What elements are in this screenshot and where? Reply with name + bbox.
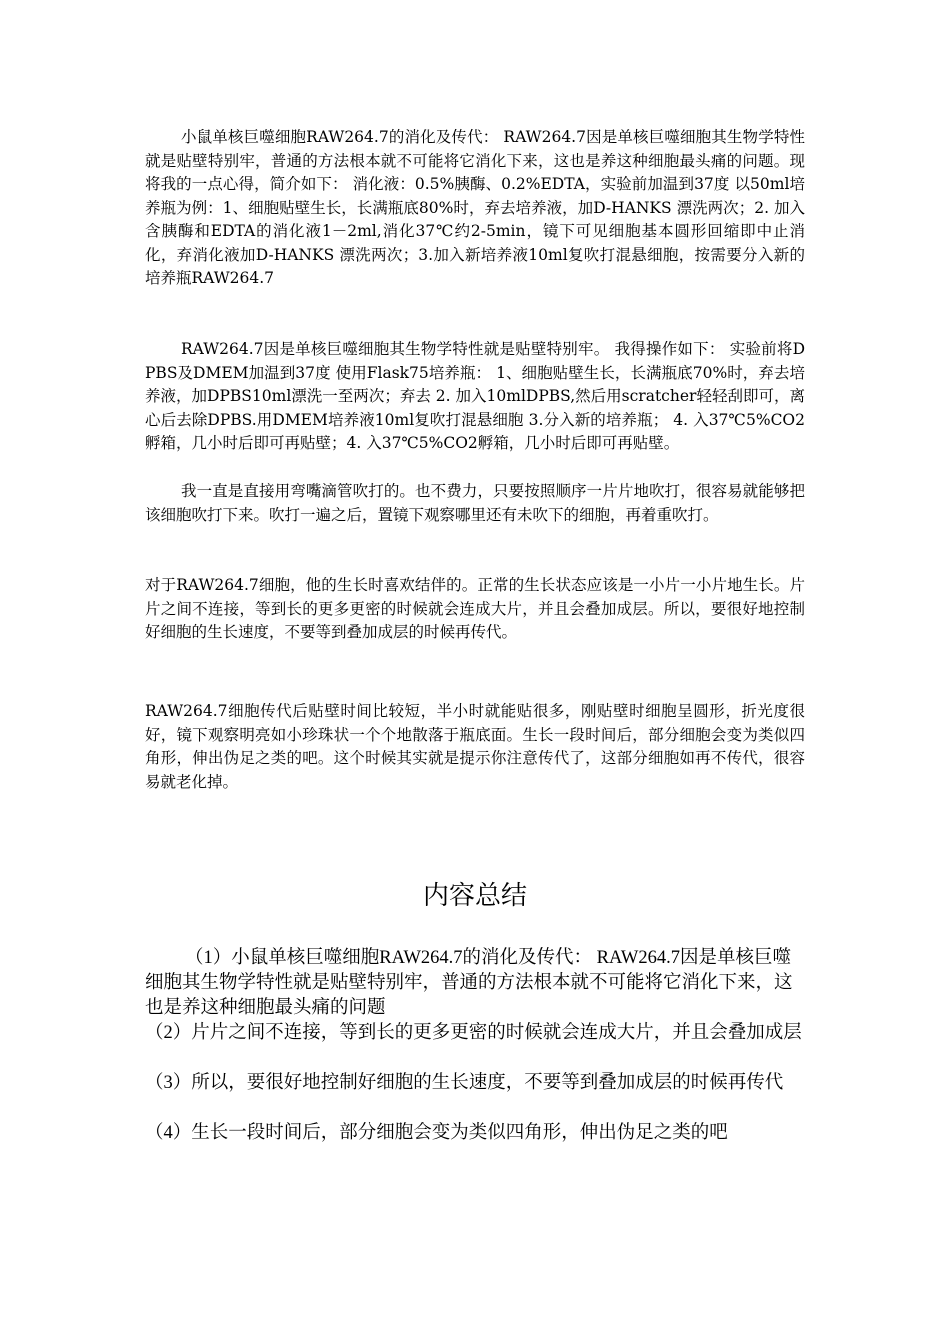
paragraph-pipette-tip: 我一直是直接用弯嘴滴管吹打的。也不费力，只要按照顺序一片片地吹打，很容易就能够把该细胞吹打下来。吹打一遍之后，置镜下观察哪里还有未吹下的细胞，再着重吹打。 [145,482,805,524]
summary-item: （2）片片之间不连接，等到长的更多更密的时候就会连成大片，并且会叠加成层 [145,1023,802,1043]
paragraph-adherence-time: RAW264.7细胞传代后贴壁时间比较短，半小时就能贴很多，刚贴壁时细胞呈圆形，折光度很好，镜下观察明亮如小珍珠状一个个地散落于瓶底面。生长一段时间后，部分细胞会变为类似四角形，伸出伪足之类的吧。这个时候其实就是提示你注意传代了，这部分细胞如再不传代，很容易就老化掉。 [145,702,805,791]
summary-title: 内容总结 [422,881,527,911]
paragraph-my-procedure: RAW264.7因是单核巨噬细胞其生物学特性就是贴壁特别牢。 我得操作如下： 实验前将DPBS及DMEM加温到37度 使用Flask75培养瓶： 1、细胞贴壁生长，长满瓶底70%时，弃去培养液，加DPBS10ml漂洗一至两次；弃去 2. 加入10mlDPBS,然后用scratcher轻轻刮即可，离心后去除DPBS.用DMEM培养液10ml复吹打混悬细胞 3.分入新的培养瓶； 4. 入37℃5%CO2孵箱，几小时后即可再贴壁；4. 入37℃5%CO2孵箱，几小时后即可再贴壁。 [145,340,805,452]
paragraph-digestion-method: 小鼠单核巨噬细胞RAW264.7的消化及传代： RAW264.7因是单核巨噬细胞其生物学特性就是贴壁特别牢，普通的方法根本就不可能将它消化下来，这也是养这种细胞最头痛的问题。现将我的一点心得，简介如下： 消化液：0.5%胰酶、0.2%EDTA，实验前加温到37度 以50ml培养瓶为例：1、细胞贴壁生长，长满瓶底80%时，弃去培养液，加D-HANKS 漂洗两次；2. 加入含胰酶和EDTA的消化液1－2ml,消化37℃约2-5min，镜下可见细胞基本圆形回缩即中止消化，弃消化液加D-HANKS 漂洗两次；3.加入新培养液10ml复吹打混悬细胞，按需要分入新的培养瓶RAW264.7 [145,128,805,287]
summary-item: （4）生长一段时间后，部分细胞会变为类似四角形，伸出伪足之类的吧 [145,1123,728,1143]
summary-item: （3）所以，要很好地控制好细胞的生长速度，不要等到叠加成层的时候再传代 [145,1073,784,1093]
paragraph-growth-pattern: 对于RAW264.7细胞，他的生长时喜欢结伴的。正常的生长状态应该是一小片一小片地生长。片片之间不连接，等到长的更多更密的时候就会连成大片，并且会叠加成层。所以，要很好地控制好细胞的生长速度，不要等到叠加成层的时候再传代。 [145,576,805,641]
summary-item: （1）小鼠单核巨噬细胞RAW264.7的消化及传代： RAW264.7因是单核巨噬细胞其生物学特性就是贴壁特别牢，普通的方法根本就不可能将它消化下来，这也是养这种细胞最头痛的问题 [145,948,793,1018]
